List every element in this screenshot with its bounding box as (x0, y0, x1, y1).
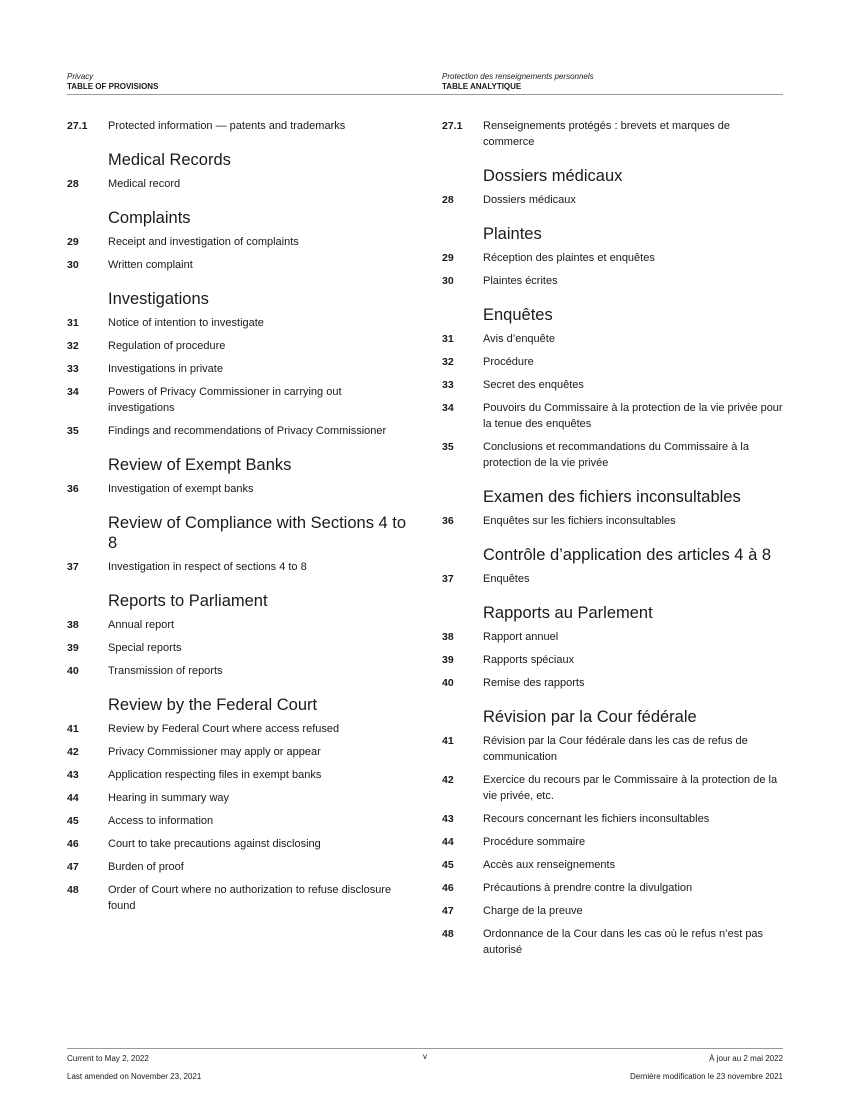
provision-number: 34 (442, 402, 454, 414)
french-column (442, 118, 784, 965)
provision-number: 48 (442, 928, 454, 940)
provision-entry (442, 400, 784, 432)
section-heading: Enquêtes (483, 306, 553, 324)
provision-title: Receipt and investigation of complaints (108, 236, 299, 248)
provision-entry (67, 721, 409, 737)
section-heading: Review by the Federal Court (108, 696, 318, 714)
provision-number: 33 (442, 379, 454, 391)
provision-title: Procédure sommaire (483, 836, 586, 848)
provision-number: 37 (67, 561, 79, 573)
provision-entry (67, 882, 409, 914)
header-left-title: Privacy (67, 72, 94, 81)
provision-title: Findings and recommendations of Privacy Commissioner (108, 425, 387, 437)
provision-number: 37 (442, 573, 454, 585)
provision-number: 38 (67, 619, 79, 631)
provision-title: Précautions à prendre contre la divulgation (483, 882, 693, 894)
provision-number: 43 (67, 769, 79, 781)
provision-entry (67, 640, 409, 656)
provision-title: Conclusions et recommandations du Commissaire à la protection de la vie privée (483, 441, 749, 469)
footer-derniere-modification: Dernière modification le 23 novembre 2021 (630, 1072, 783, 1081)
provision-title: Investigation in respect of sections 4 to 8 (108, 561, 307, 573)
footer-last-amended: Last amended on November 23, 2021 (67, 1072, 202, 1081)
provision-title: Avis d’enquête (483, 333, 555, 345)
provision-number: 27.1 (67, 120, 88, 132)
section-heading: Complaints (108, 209, 191, 227)
provision-entry (442, 513, 784, 529)
header-left-subtitle: TABLE OF PROVISIONS (67, 82, 159, 91)
section-heading: Investigations (108, 290, 209, 308)
provision-entry (67, 744, 409, 760)
provision-number: 38 (442, 631, 454, 643)
provision-number: 35 (442, 441, 454, 453)
provision-title: Renseignements protégés : brevets et marques de commerce (483, 120, 731, 148)
provision-entry (442, 926, 784, 958)
provision-entry (442, 273, 784, 289)
provision-entry (442, 903, 784, 919)
provision-title: Investigations in private (108, 363, 223, 375)
provision-title: Rapport annuel (483, 631, 559, 643)
provision-number: 32 (67, 340, 79, 352)
provision-number: 31 (442, 333, 454, 345)
provision-title: Notice of intention to investigate (108, 317, 264, 329)
provision-entry (67, 859, 409, 875)
provision-title: Privacy Commissioner may apply or appear (108, 746, 321, 758)
provision-title: Hearing in summary way (108, 792, 230, 804)
provision-entry (67, 361, 409, 377)
provision-number: 46 (67, 838, 79, 850)
provision-number: 40 (442, 677, 454, 689)
provision-number: 47 (67, 861, 79, 873)
provision-title: Investigation of exempt banks (108, 483, 254, 495)
provision-number: 41 (67, 723, 79, 735)
section-heading: Contrôle d’application des articles 4 à 8 (483, 546, 772, 564)
section-heading: Plaintes (483, 225, 542, 243)
provision-entry (442, 377, 784, 393)
provision-number: 35 (67, 425, 79, 437)
provision-entry (67, 315, 409, 331)
provision-entry (67, 176, 409, 192)
provision-title: Review by Federal Court where access refused (108, 723, 340, 735)
provision-entry (442, 118, 784, 150)
provision-title: Application respecting files in exempt banks (108, 769, 322, 781)
provision-entry (442, 675, 784, 691)
provision-entry (442, 857, 784, 873)
provision-title: Révision par la Cour fédérale dans les cas de refus de communication (483, 735, 748, 763)
section-heading: Review of Exempt Banks (108, 456, 292, 474)
provision-title: Pouvoirs du Commissaire à la protection de la vie privée pour la tenue des enquêtes (483, 402, 783, 430)
provision-title: Recours concernant les fichiers inconsultables (483, 813, 710, 825)
section-heading: Medical Records (108, 151, 231, 169)
provision-number: 36 (442, 515, 454, 527)
provision-number: 36 (67, 483, 79, 495)
provision-entry (67, 767, 409, 783)
provision-entry (67, 384, 409, 416)
provision-number: 39 (67, 642, 79, 654)
provision-entry (442, 331, 784, 347)
provision-number: 45 (67, 815, 79, 827)
provision-title: Plaintes écrites (483, 275, 558, 287)
provision-entry (442, 629, 784, 645)
provision-number: 43 (442, 813, 454, 825)
provision-entry (67, 338, 409, 354)
provision-title: Medical record (108, 178, 181, 190)
provision-number: 29 (442, 252, 454, 264)
provision-entry (67, 813, 409, 829)
provision-entry (442, 880, 784, 896)
provision-number: 46 (442, 882, 454, 894)
provision-title: Accès aux renseignements (483, 859, 616, 871)
provision-title: Remise des rapports (483, 677, 585, 689)
header-right-title: Protection des renseignements personnels (442, 72, 594, 81)
provision-title: Regulation of procedure (108, 340, 226, 352)
provision-title: Protected information — patents and trademarks (108, 120, 346, 132)
provision-entry (67, 663, 409, 679)
provision-title: Court to take precautions against disclosing (108, 838, 321, 850)
section-heading: Révision par la Cour fédérale (483, 708, 697, 726)
provision-entry (67, 790, 409, 806)
provision-number: 28 (442, 194, 454, 206)
provision-entry (442, 354, 784, 370)
provision-number: 44 (442, 836, 454, 848)
provision-title: Réception des plaintes et enquêtes (483, 252, 655, 264)
provision-title: Enquêtes sur les fichiers inconsultables (483, 515, 676, 527)
provision-entry (442, 811, 784, 827)
footer-divider (67, 1048, 783, 1049)
provision-number: 33 (67, 363, 79, 375)
provision-number: 27.1 (442, 120, 463, 132)
footer-a-jour: À jour au 2 mai 2022 (709, 1054, 783, 1063)
provision-entry (442, 439, 784, 471)
english-column (67, 118, 409, 921)
provision-title: Powers of Privacy Commissioner in carrying out investigations (108, 386, 342, 414)
provision-title: Ordonnance de la Cour dans les cas où le refus n’est pas autorisé (483, 928, 764, 956)
provision-title: Enquêtes (483, 573, 530, 585)
provision-title: Order of Court where no authorization to refuse disclosure found (108, 884, 392, 912)
provision-number: 39 (442, 654, 454, 666)
provision-title: Special reports (108, 642, 182, 654)
provision-entry (442, 834, 784, 850)
section-heading: Dossiers médicaux (483, 167, 623, 185)
provision-title: Procédure (483, 356, 534, 368)
provision-number: 41 (442, 735, 454, 747)
footer-current-to: Current to May 2, 2022 (67, 1054, 149, 1063)
provision-title: Charge de la preuve (483, 905, 583, 917)
provision-number: 47 (442, 905, 454, 917)
provision-entry (67, 836, 409, 852)
provision-entry (67, 257, 409, 273)
header-right-subtitle: TABLE ANALYTIQUE (442, 82, 522, 91)
provision-title: Access to information (108, 815, 214, 827)
header-divider (67, 94, 783, 95)
provision-number: 30 (442, 275, 454, 287)
provision-title: Transmission of reports (108, 665, 223, 677)
provision-entry (442, 571, 784, 587)
provision-title: Exercice du recours par le Commissaire à la protection de la vie privée, etc. (483, 774, 778, 802)
section-heading: Review of Compliance with Sections 4 to 8 (108, 514, 407, 552)
section-heading: Reports to Parliament (108, 592, 268, 610)
section-heading: Examen des fichiers inconsultables (483, 488, 741, 506)
provision-entry (442, 192, 784, 208)
header-left (67, 72, 407, 92)
provision-entry (442, 772, 784, 804)
provision-title: Burden of proof (108, 861, 184, 873)
provision-entry (67, 617, 409, 633)
provision-number: 45 (442, 859, 454, 871)
provision-entry (67, 118, 409, 134)
provision-number: 28 (67, 178, 79, 190)
provision-entry (442, 652, 784, 668)
page-number: v (423, 1052, 427, 1061)
provision-entry (67, 423, 409, 439)
provision-title: Secret des enquêtes (483, 379, 584, 391)
provision-number: 31 (67, 317, 79, 329)
section-heading: Rapports au Parlement (483, 604, 653, 622)
provision-number: 40 (67, 665, 79, 677)
provision-title: Rapports spéciaux (483, 654, 575, 666)
provision-title: Dossiers médicaux (483, 194, 576, 206)
provision-entry (67, 234, 409, 250)
provision-entry (442, 733, 784, 765)
provision-number: 32 (442, 356, 454, 368)
provision-number: 42 (67, 746, 79, 758)
provision-title: Annual report (108, 619, 175, 631)
provision-number: 34 (67, 386, 79, 398)
provision-entry (442, 250, 784, 266)
provision-number: 29 (67, 236, 79, 248)
provision-number: 42 (442, 774, 454, 786)
provision-title: Written complaint (108, 259, 193, 271)
header-right (442, 72, 782, 92)
provision-number: 44 (67, 792, 79, 804)
provision-number: 30 (67, 259, 79, 271)
provision-entry (67, 481, 409, 497)
provision-number: 48 (67, 884, 79, 896)
provision-entry (67, 559, 409, 575)
